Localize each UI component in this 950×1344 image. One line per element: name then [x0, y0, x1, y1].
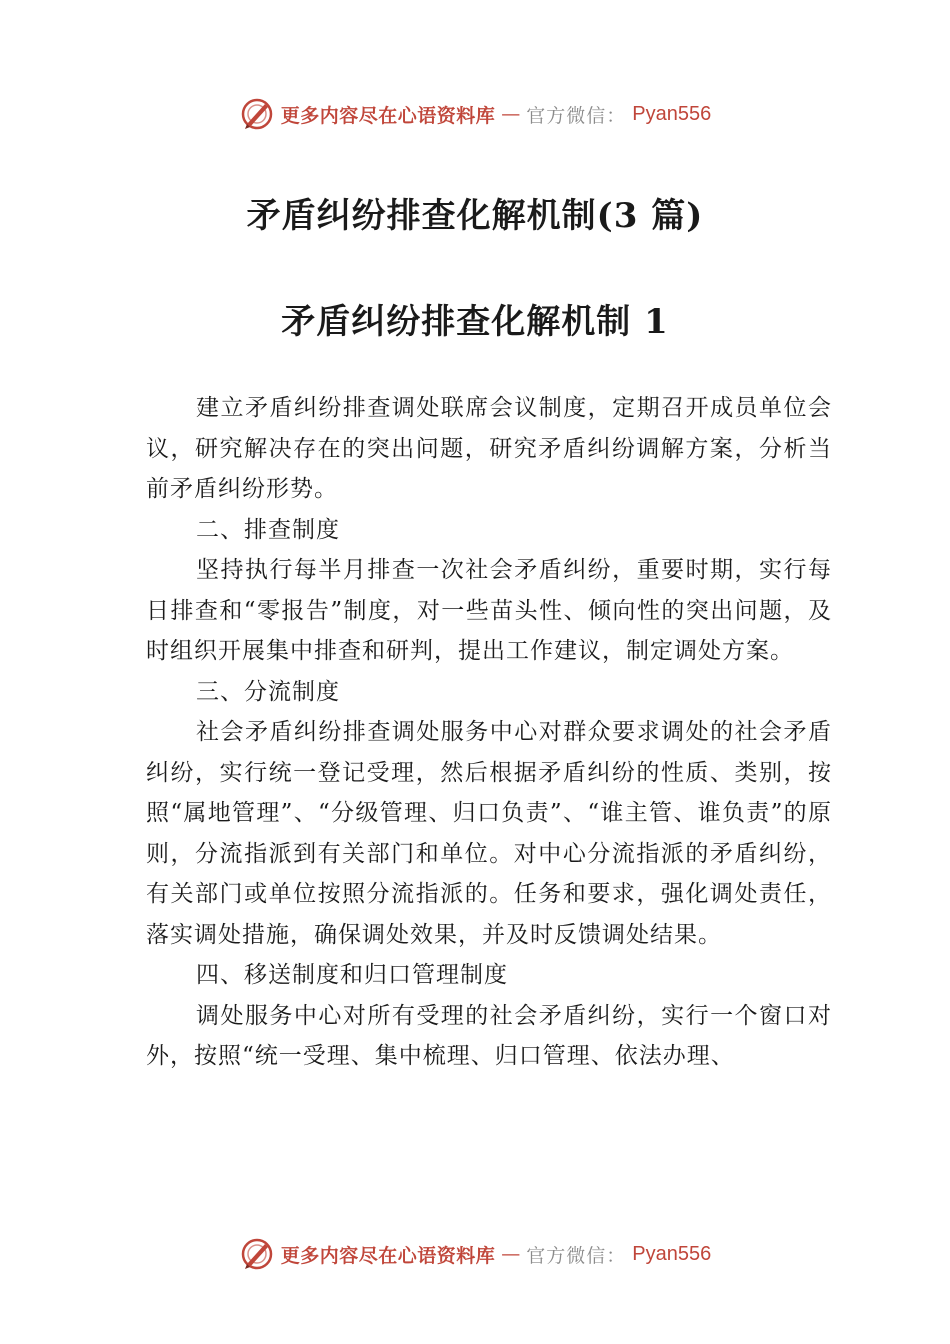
- document-body: [146, 388, 832, 1077]
- brand-text: 更多内容尽在心语资料库: [280, 104, 496, 127]
- separator-dash: —: [501, 1243, 521, 1265]
- paragraph: 坚持执行每半月排查一次社会矛盾纠纷，重要时期，实行每日排查和“零报告”制度，对一些苗头性、倾向性的突出问题，及时组织开展集中排查和研判，提出工作建议，制定调处方案。: [146, 557, 832, 664]
- official-wechat-label: 官方微信：: [526, 1244, 627, 1267]
- section-heading: 二、排查制度: [196, 516, 340, 543]
- paragraph: 社会矛盾纠纷排查调处服务中心对群众要求调处的社会矛盾纠纷，实行统一登记受理，然后根据矛盾纠纷的性质、类别，按照“属地管理”、“分级管理、归口负责”、“谁主管、谁负责”的原则，分流指派到有关部门和单位。对中心分流指派的矛盾纠纷，有关部门或单位按照分流指派的。任务和要求，强化调处责任，落实调处措施，确保调处效果，并及时反馈调处结果。: [146, 719, 832, 948]
- document-title: 矛盾纠纷排查化解机制(3 篇): [246, 196, 704, 236]
- wechat-id: Pyan556: [632, 102, 712, 125]
- section-heading: 三、分流制度: [196, 678, 340, 705]
- section-heading: 四、移送制度和归口管理制度: [196, 962, 508, 988]
- separator-dash: —: [501, 103, 521, 125]
- pen-seal-logo-icon: [239, 1236, 275, 1272]
- wechat-id: Pyan556: [632, 1242, 712, 1265]
- section-title: 矛盾纠纷排查化解机制 1: [281, 302, 669, 342]
- brand-text: 更多内容尽在心语资料库: [280, 1244, 496, 1267]
- paragraph: 建立矛盾纠纷排查调处联席会议制度，定期召开成员单位会议，研究解决存在的突出问题，研究矛盾纠纷调解方案，分析当前矛盾纠纷形势。: [146, 395, 832, 502]
- paragraph: 调处服务中心对所有受理的社会矛盾纠纷，实行一个窗口对外，按照“统一受理、集中梳理、归口管理、依法办理、: [146, 1002, 832, 1069]
- official-wechat-label: 官方微信：: [526, 104, 627, 127]
- footer-banner: [0, 1232, 950, 1276]
- header-banner: [0, 92, 950, 136]
- pen-seal-logo-icon: [239, 96, 275, 132]
